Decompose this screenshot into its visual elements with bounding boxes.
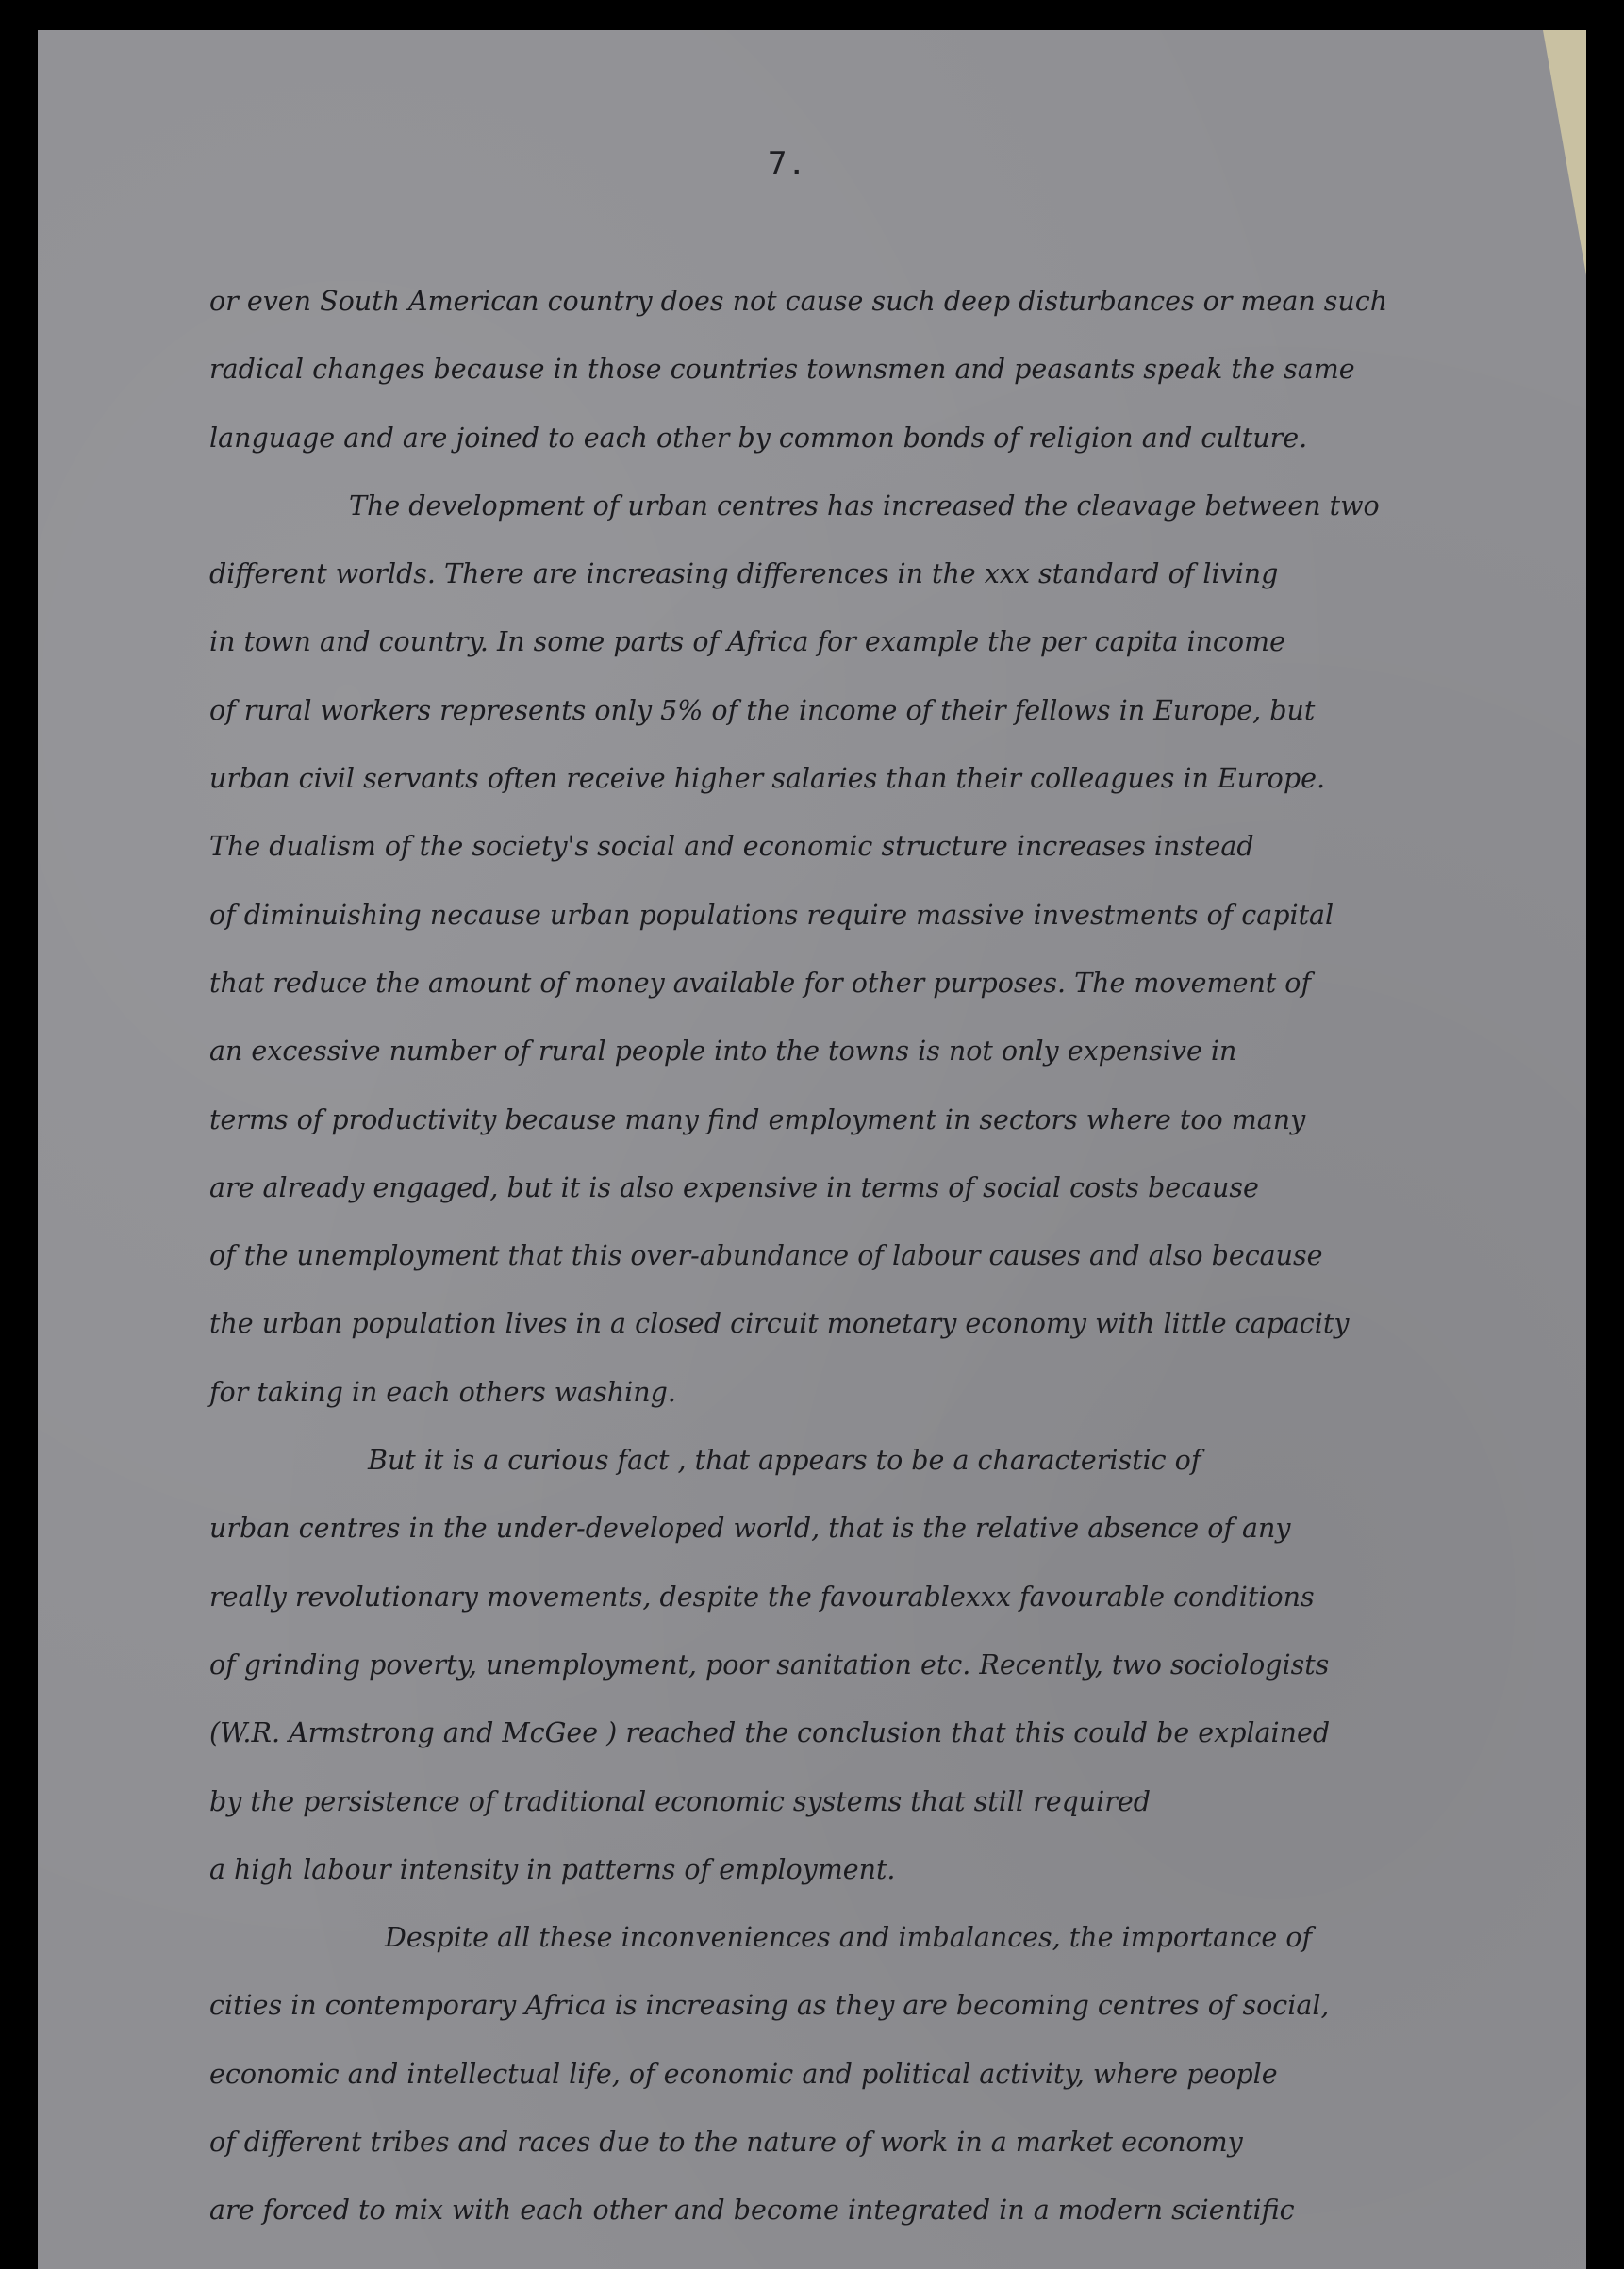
text-line: radical changes because in those countries townsmen and peasants speak the same [209,354,1355,386]
text-line: terms of productivity because many find employment in sectors where too many [209,1103,1306,1135]
text-line: an excessive number of rural people into the towns is not only expensive in [209,1035,1237,1068]
text-line: economic and intellectual life, of economic and political activity, where people [209,2058,1278,2090]
text-line: by the persistence of traditional economic systems that still required [209,1785,1152,1817]
text-line: of the unemployment that this over-abundance of labour causes and also because [209,1240,1323,1272]
document-body [209,268,1492,2245]
text-line: that reduce the amount of money available for other purposes. The movement of [209,967,1312,999]
text-line: The dualism of the society's social and economic structure increases instead [209,831,1254,863]
folded-corner [1543,30,1586,275]
text-line: or even South American country does not cause such deep disturbances or mean such [209,286,1388,317]
text-line: urban centres in the under-developed world, that is the relative absence of any [209,1513,1291,1545]
text-line: the urban population lives in a closed circuit monetary economy with little capacity [209,1308,1350,1340]
text-line: a high labour intensity in patterns of employment. [209,1853,896,1885]
paragraph-start-line: Despite all these inconveniences and imbalances, the importance of [385,1922,1313,1954]
text-line: really revolutionary movements, despite the favourablexxx favourable conditions [209,1581,1315,1613]
text-line: in town and country. In some parts of Africa for example the per capita income [209,626,1285,658]
text-line: cities in contemporary Africa is increasing as they are becoming centres of social, [209,1990,1330,2022]
text-line: for taking in each others washing. [209,1376,676,1408]
text-line: (W.R. Armstrong and McGee ) reached the conclusion that this could be explained [209,1717,1331,1749]
document-page [38,30,1586,2269]
paragraph-start-line: But it is a curious fact , that appears to be a characteristic of [368,1445,1201,1477]
text-line: are already engaged, but it is also expensive in terms of social costs because [209,1171,1259,1203]
text-line: of different tribes and races due to the nature of work in a market economy [209,2127,1243,2159]
text-line: urban civil servants often receive higher salaries than their colleagues in Europe. [209,763,1326,795]
text-line: language and are joined to each other by common bonds of religion and culture. [209,422,1308,454]
page-number: 7. [768,145,806,183]
text-line: different worlds. There are increasing differences in the xxx standard of living [209,558,1279,590]
text-line: are forced to mix with each other and become integrated in a modern scientific [209,2194,1295,2227]
text-line: of grinding poverty, unemployment, poor sanitation etc. Recently, two sociologists [209,1648,1330,1681]
text-line: of diminuishing necause urban populations require massive investments of capital [209,899,1334,931]
text-line: of rural workers represents only 5% of the income of their fellows in Europe, but [209,694,1316,726]
paragraph-start-line: The development of urban centres has increased the cleavage between two [349,489,1380,522]
